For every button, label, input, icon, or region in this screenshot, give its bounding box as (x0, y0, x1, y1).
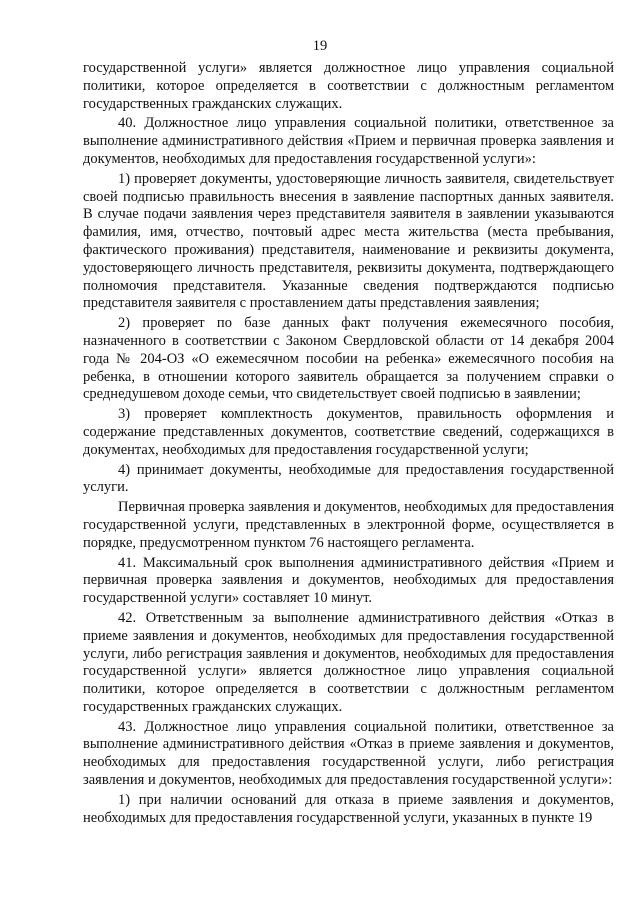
paragraph-electronic-check: Первичная проверка заявления и документов, необходимых для предоставления государственной услуги, представленных в электронной форме, осуществляется в порядке, предусмотренном пунктом 76 настоящего регламента. (83, 499, 614, 551)
paragraph-continuation: государственной услуги» является должностное лицо управления социальной политики, которое определяется в соответствии с должностным регламентом государственных гражданских служащих. (83, 60, 614, 112)
paragraph-40-item-1: 1) проверяет документы, удостоверяющие личность заявителя, свидетельствует своей подписью правильность внесения в заявление паспортных данных заявителя. В случае подачи заявления через представителя заявителя в заявлении указываются фамилия, имя, отчество, почтовый адрес места жительства (места пребывания, фактического проживания) представителя, наименование и реквизиты документа, удостоверяющего личность представителя, реквизиты документа, подтверждающего полномочия представителя. Указанные сведения подтверждаются подписью представителя заявителя с проставлением даты представления заявления; (83, 170, 614, 312)
paragraph-40-item-3: 3) проверяет комплектность документов, правильность оформления и содержание представленных документов, соответствие сведений, содержащихся в документах, необходимых для предоставления государственной услуги; (83, 406, 614, 458)
paragraph-42: 42. Ответственным за выполнение административного действия «Отказ в приеме заявления и документов, необходимых для предоставления государственной услуги, либо регистрация заявления и документов, необходимых для предоставления государственной услуги» является должностное лицо управления социальной политики, которое определяется в соответствии с должностным регламентом государственных гражданских служащих. (83, 609, 614, 715)
page-number: 19 (312, 38, 328, 54)
paragraph-43: 43. Должностное лицо управления социальной политики, ответственное за выполнение административного действия «Отказ в приеме заявления и документов, необходимых для предоставления государственной услуги, либо регистрация заявления и документов, необходимых для предоставления государственной услуги»: (83, 718, 614, 789)
paragraph-43-item-1: 1) при наличии оснований для отказа в приеме заявления и документов, необходимых для предоставления государственной услуги, указанных в пункте 19 (83, 791, 614, 826)
document-body (83, 60, 614, 829)
paragraph-40: 40. Должностное лицо управления социальной политики, ответственное за выполнение административного действия «Прием и первичная проверка заявления и документов, необходимых для предоставления государственной услуги»: (83, 115, 614, 167)
paragraph-41: 41. Максимальный срок выполнения административного действия «Прием и первичная проверка заявления и документов, необходимых для предоставления государственной услуги» составляет 10 минут. (83, 554, 614, 607)
paragraph-40-item-4: 4) принимает документы, необходимые для предоставления государственной услуги. (83, 461, 614, 496)
paragraph-40-item-2: 2) проверяет по базе данных факт получения ежемесячного пособия, назначенного в соответствии с Законом Свердловской области от 14 декабря 2004 года № 204-ОЗ «О ежемесячном пособии на ребенка» ежемесячного пособия на ребенка, в отношении которого заявитель обращается за получением справки о среднедушевом доходе семьи, что свидетельствует своей подписью в заявлении; (83, 315, 614, 403)
